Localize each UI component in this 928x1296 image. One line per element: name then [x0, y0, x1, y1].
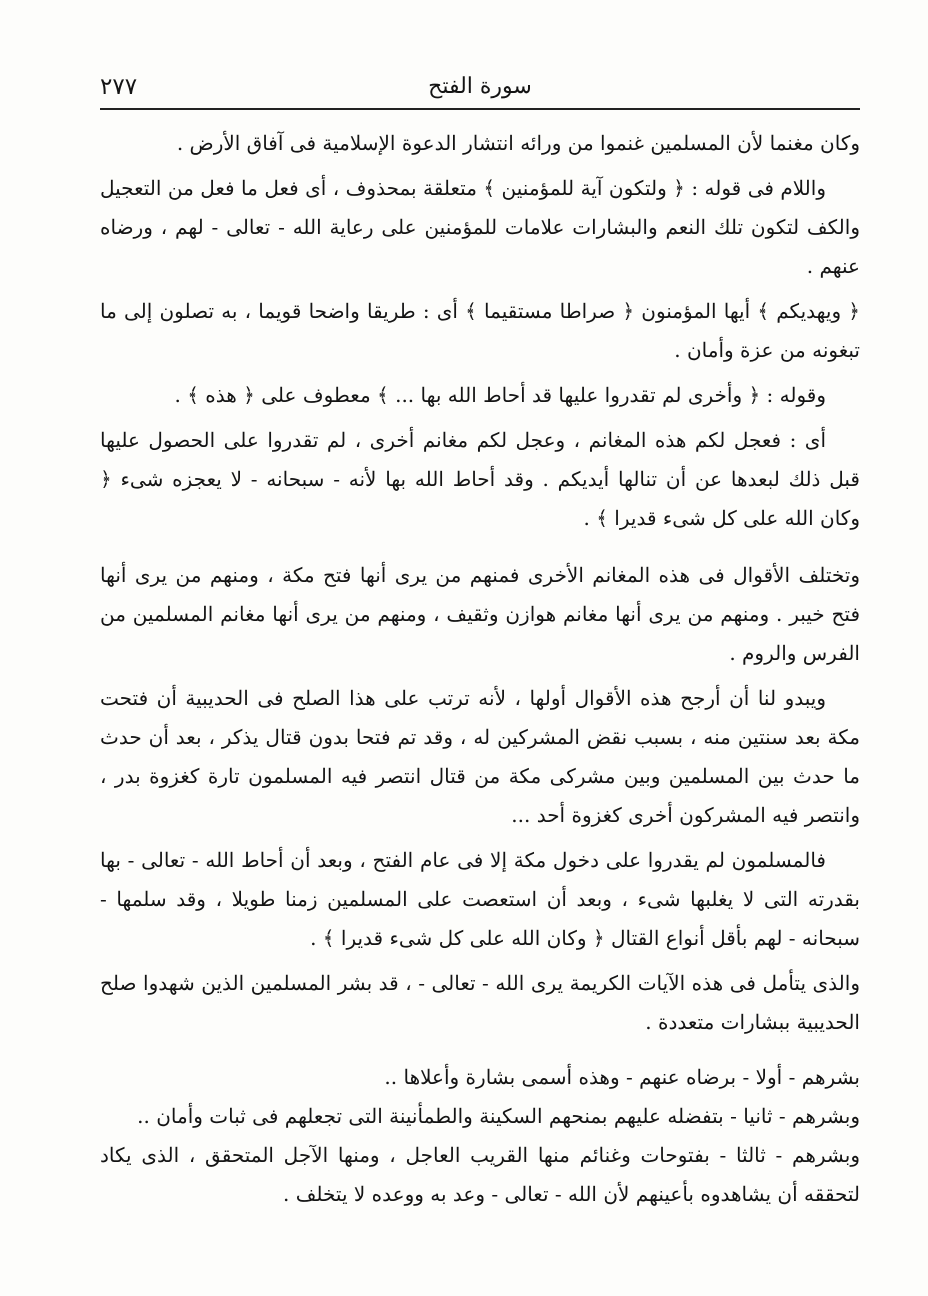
paragraph: وكان مغنما لأن المسلمين غنموا من ورائه انتشار الدعوة الإسلامية فى آفاق الأرض .: [176, 131, 860, 155]
page-header: [100, 60, 860, 110]
book-page: [100, 60, 860, 1214]
paragraph: والذى يتأمل فى هذه الآيات الكريمة يرى الله - تعالى - ، قد بشر المسلمين الذين شهدوا صلح الحديبية ببشارات متعددة .: [100, 971, 860, 1034]
paragraph: ويبدو لنا أن أرجح هذه الأقوال أولها ، لأنه ترتب على هذا الصلح فى الحديبية أن فتحت مكة بعد سنتين منه ، بسبب نقض المشركين له ، وقد تم فتحا بدون قتال يذكر ، بعد أن حدث ما حدث بين المسلمين وبين مشركى مكة من قتال انتصر فيه المسلمون تارة كغزوة بدر ، وانتصر فيه المشركون أخرى كغزوة أحد ...: [100, 686, 860, 827]
paragraph: وقوله : ﴿ وأخرى لم تقدروا عليها قد أحاط الله بها ... ﴾ معطوف على ﴿ هذه ﴾ .: [174, 383, 826, 407]
page-body: [100, 124, 860, 1214]
paragraph: فالمسلمون لم يقدروا على دخول مكة إلا فى عام الفتح ، وبعد أن أحاط الله - تعالى - بها بقدرته التى لا يغلبها شىء ، وبعد أن استعصت على المسلمين زمنا طويلا ، وقد سلمها - سبحانه - لهم بأقل أنواع القتال ﴿ وكان الله على كل شىء قديرا ﴾ .: [100, 848, 860, 950]
page-number: ٢٧٧: [100, 74, 138, 100]
list-item: وبشرهم - ثالثا - بفتوحات وغنائم منها القريب العاجل ، ومنها الآجل المتحقق ، الذى يكاد لتحققه أن يشاهدوه بأعينهم لأن الله - تعالى - وعد به ووعده لا يتخلف .: [100, 1143, 860, 1206]
surah-title: سورة الفتح: [428, 74, 532, 99]
list-item: وبشرهم - ثانيا - بتفضله عليهم بمنحهم السكينة والطمأنينة التى تجعلهم فى ثبات وأمان ..: [137, 1104, 860, 1128]
list-item: بشرهم - أولا - برضاه عنهم - وهذه أسمى بشارة وأعلاها ..: [384, 1065, 860, 1089]
paragraph: أى : فعجل لكم هذه المغانم ، وعجل لكم مغانم أخرى ، لم تقدروا على الحصول عليها قبل ذلك لبعدها عن أن تنالها أيديكم . وقد أحاط الله بها لأنه - سبحانه - لا يعجزه شىء ﴿ وكان الله على كل شىء قديرا ﴾ .: [100, 428, 860, 530]
paragraph: وتختلف الأقوال فى هذه المغانم الأخرى فمنهم من يرى أنها فتح مكة ، ومنهم من يرى أنها فتح خيبر . ومنهم من يرى أنها مغانم هوازن وثقيف ، ومنهم من يرى أنها مغانم المسلمين من الفرس والروم .: [100, 563, 860, 665]
paragraph: ﴿ ويهديكم ﴾ أيها المؤمنون ﴿ صراطا مستقيما ﴾ أى : طريقا واضحا قويما ، به تصلون إلى ما تبغونه من عزة وأمان .: [100, 299, 860, 362]
paragraph: واللام فى قوله : ﴿ ولتكون آية للمؤمنين ﴾ متعلقة بمحذوف ، أى فعل ما فعل من التعجيل والكف لتكون تلك النعم والبشارات علامات للمؤمنين على رعاية الله - تعالى - لهم ، ورضاه عنهم .: [100, 176, 860, 278]
